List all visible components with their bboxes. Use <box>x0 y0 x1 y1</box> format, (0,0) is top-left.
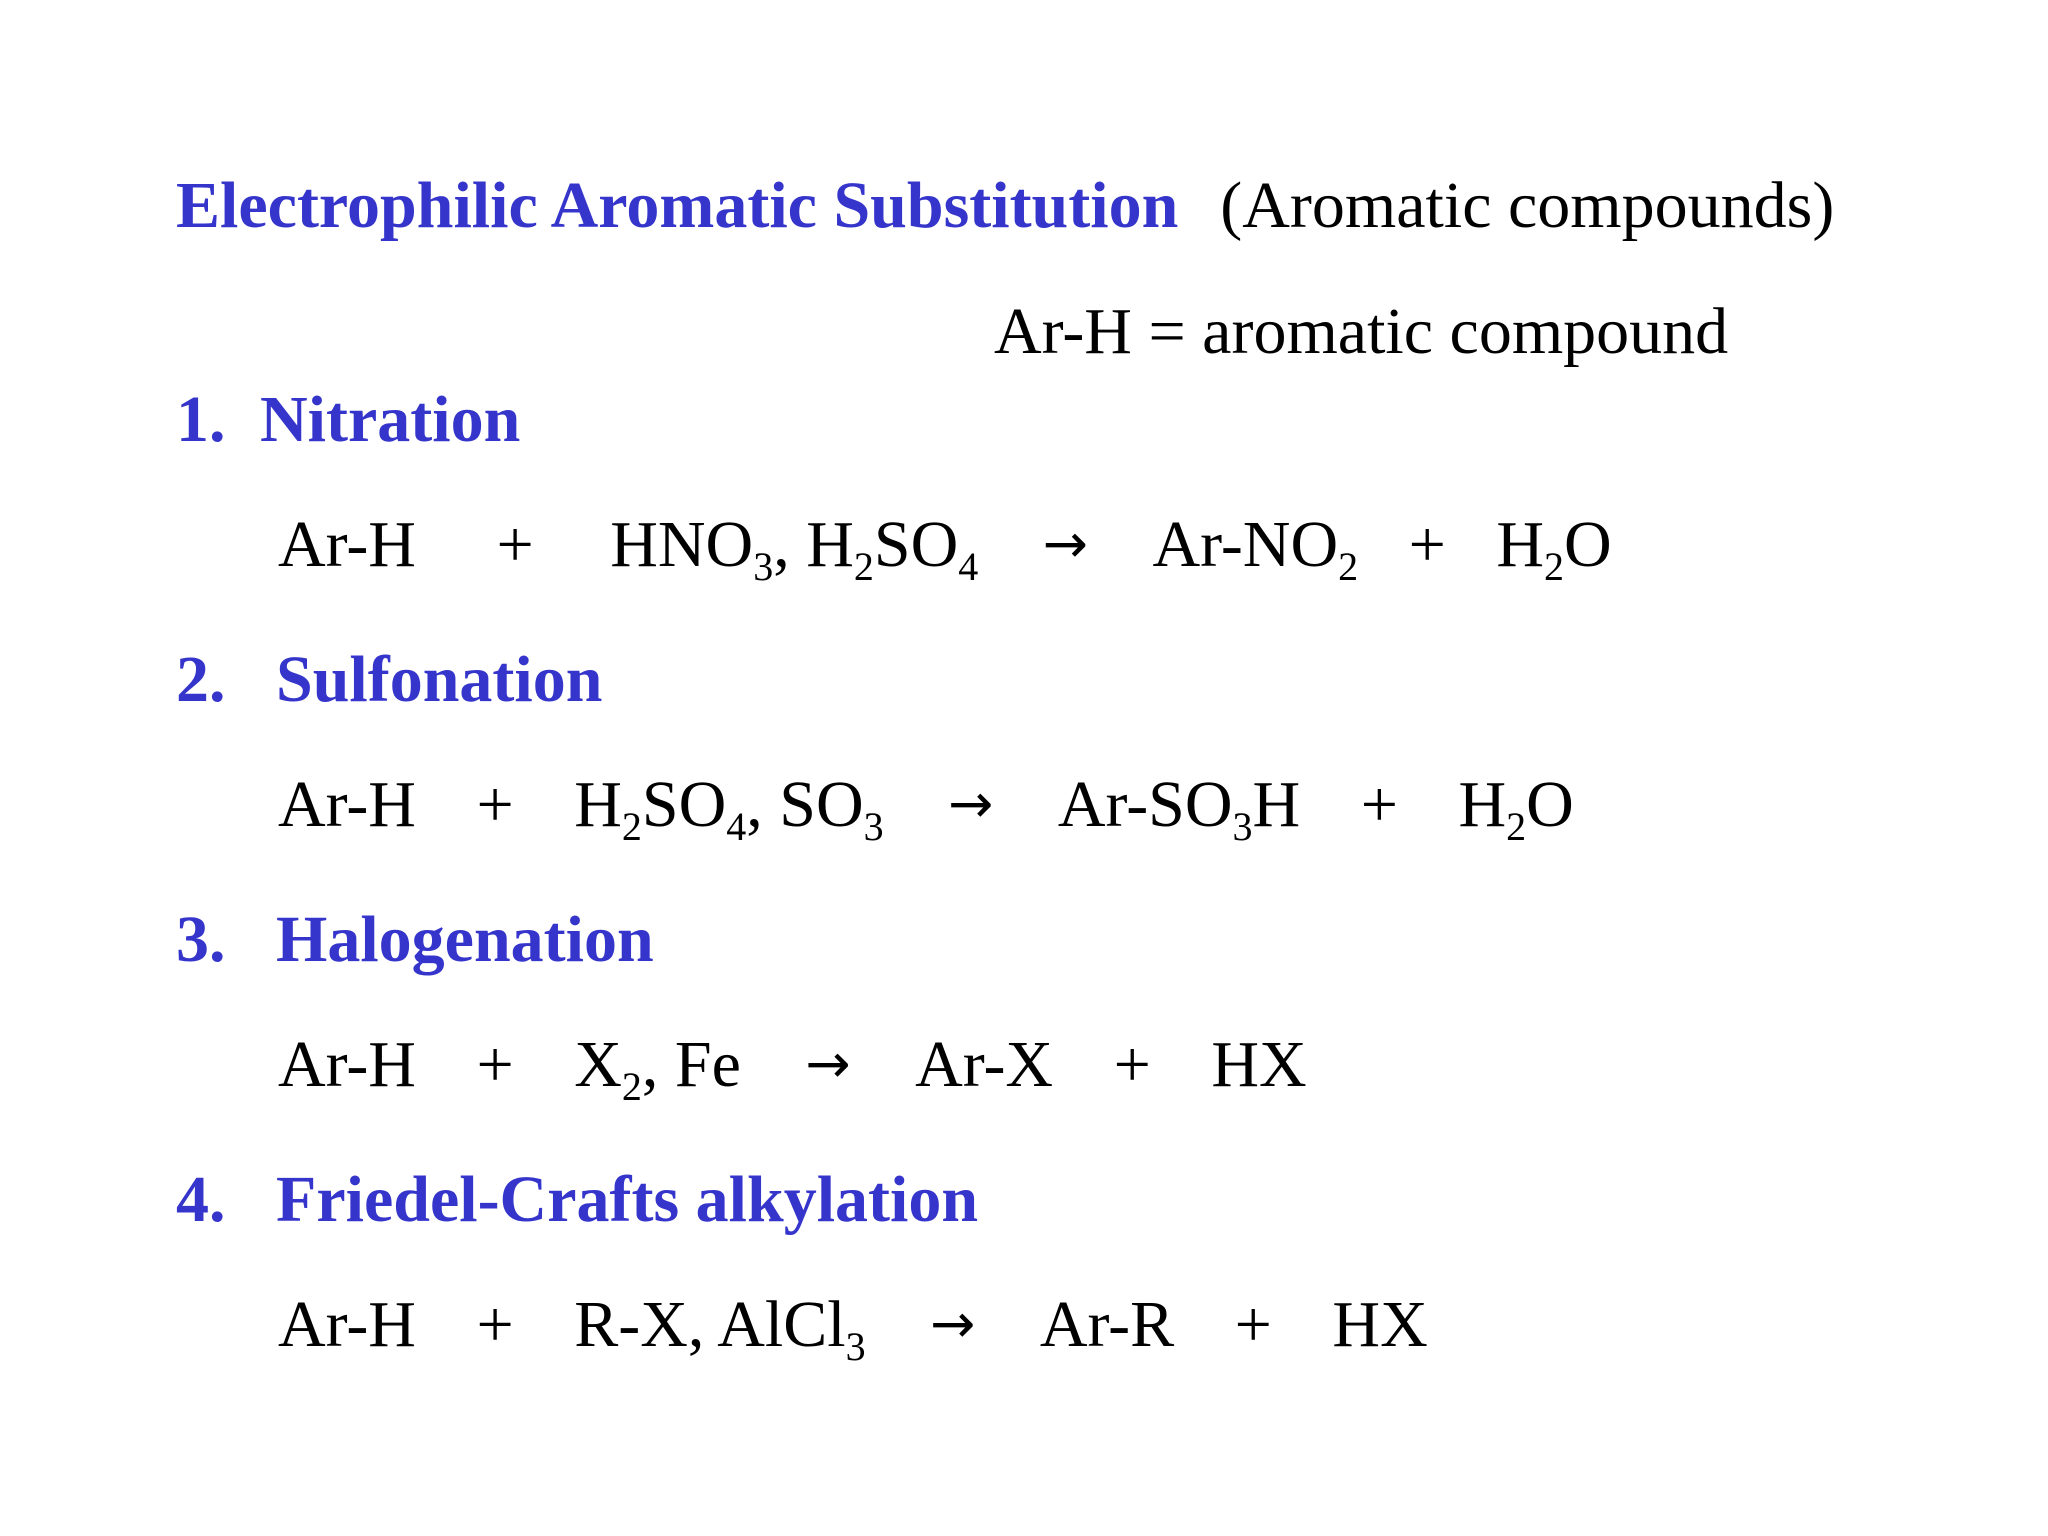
heading-number: 2. <box>176 643 226 716</box>
product: $Ar-NO_2$ <box>1152 508 1359 589</box>
equation-friedel-crafts <box>278 1288 1428 1369</box>
heading-sulfonation <box>176 642 602 718</box>
heading-number: 1. <box>176 383 226 456</box>
heading-label: Nitration <box>260 383 521 456</box>
reagent: $X_2$, Fe <box>574 1028 741 1109</box>
heading-number: 3. <box>176 903 226 976</box>
product: $Ar-SO_3H$ <box>1057 768 1301 849</box>
heading-halogenation <box>176 902 654 978</box>
title-note: (Aromatic compounds) <box>1220 169 1835 242</box>
heading-nitration <box>176 382 520 458</box>
heading-label: Sulfonation <box>276 643 603 716</box>
reagent: R-X, AlCl$_3$ <box>574 1288 866 1369</box>
reagent: $HNO_3$, $H_2SO_4$ <box>610 508 979 589</box>
byproduct: $H_2O$ <box>1496 508 1612 589</box>
reagent: $H_2SO_4$, $SO_3$ <box>574 768 884 849</box>
byproduct: HX <box>1211 1028 1307 1101</box>
reactant: Ar-H <box>278 1028 416 1101</box>
definition-text: Ar-H = aromatic compound <box>994 295 1729 368</box>
plus-sign: + <box>476 1028 514 1101</box>
byproduct: $H_2O$ <box>1458 768 1574 849</box>
equation-sulfonation <box>278 768 1574 849</box>
plus-sign: + <box>1113 1028 1151 1101</box>
arrow-icon: → <box>1042 512 1088 575</box>
reactant: Ar-H <box>278 508 416 581</box>
reactant: Ar-H <box>278 1288 416 1361</box>
heading-label: Friedel-Crafts alkylation <box>276 1163 979 1236</box>
plus-sign: + <box>1234 1288 1272 1361</box>
title-row <box>176 168 1834 244</box>
reactant: Ar-H <box>278 768 416 841</box>
heading-friedel-crafts <box>176 1162 978 1238</box>
byproduct: HX <box>1332 1288 1428 1361</box>
product: Ar-X <box>915 1028 1054 1101</box>
arrow-icon: → <box>948 772 994 835</box>
equation-nitration <box>278 508 1612 589</box>
plus-sign: + <box>476 1288 514 1361</box>
arrow-icon: → <box>805 1032 851 1095</box>
plus-sign: + <box>1360 768 1398 841</box>
heading-number: 4. <box>176 1163 226 1236</box>
heading-label: Halogenation <box>276 903 654 976</box>
plus-sign: + <box>476 768 514 841</box>
arrow-icon: → <box>930 1292 976 1355</box>
plus-sign: + <box>1408 508 1446 581</box>
plus-sign: + <box>496 508 534 581</box>
product: Ar-R <box>1039 1288 1175 1361</box>
slide-title: Electrophilic Aromatic Substitution <box>176 169 1179 242</box>
equation-halogenation <box>278 1028 1307 1109</box>
